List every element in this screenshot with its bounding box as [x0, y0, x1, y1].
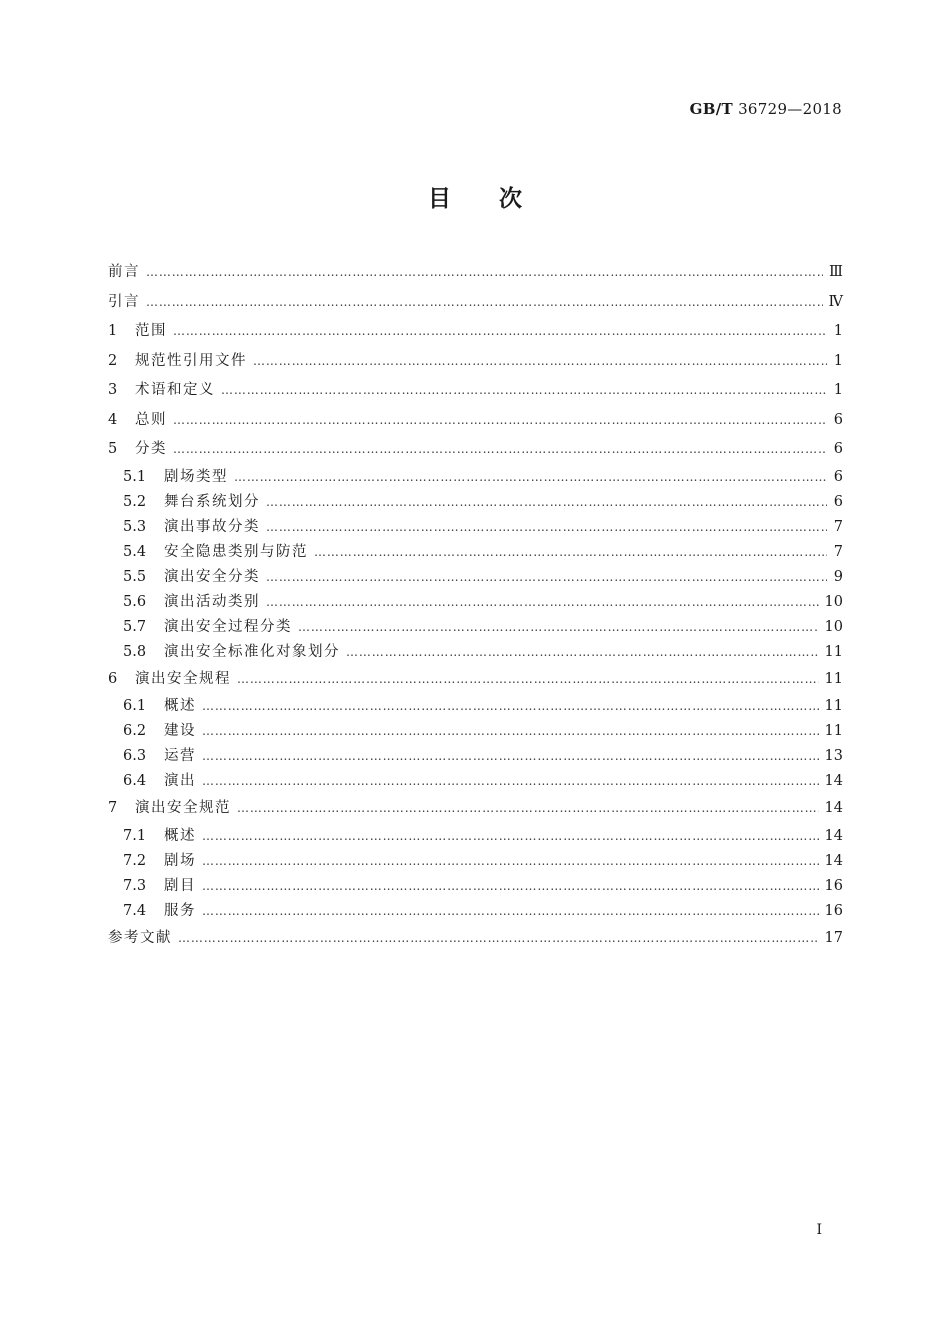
page-number: Ⅰ: [816, 1222, 822, 1238]
toc-entry-label: 参考文献: [108, 929, 172, 946]
toc-entry-number: 5.7: [123, 618, 147, 635]
toc-entry-label: 运营: [164, 748, 196, 764]
toc-entry-label: 剧场类型: [164, 468, 228, 485]
standard-code: GB/T: [689, 100, 734, 118]
toc-leader-dots: [234, 465, 827, 490]
toc-leader-dots: [266, 565, 827, 590]
toc-entry-page: 9: [833, 568, 843, 585]
toc-entry-label: 引言: [108, 293, 140, 310]
toc-entry-page: 14: [824, 852, 843, 869]
toc-entry[interactable]: [108, 615, 843, 640]
toc-entry-label: 演出活动类别: [164, 593, 260, 610]
toc-entry-label: 规范性引用文件: [135, 352, 247, 369]
toc-leader-dots: [202, 744, 819, 769]
toc-entry[interactable]: [108, 590, 843, 615]
toc-entry[interactable]: [108, 744, 843, 769]
toc-leader-dots: [237, 794, 819, 824]
toc-entry-page: 17: [824, 929, 843, 946]
toc-entry-number: 6: [108, 670, 118, 687]
toc-entry-number: 6.2: [123, 723, 147, 739]
toc-leader-dots: [146, 258, 823, 288]
toc-entry-page: 11: [824, 670, 843, 687]
toc-entry[interactable]: [108, 640, 843, 665]
toc-leader-dots: [202, 694, 819, 719]
toc-entry-label: 总则: [135, 411, 167, 428]
toc-entry-page: 10: [824, 618, 843, 635]
toc-entry[interactable]: [108, 258, 843, 288]
toc-leader-dots: [178, 924, 819, 954]
toc-leader-dots: [266, 490, 827, 515]
toc-entry-number: 5.1: [123, 468, 147, 485]
toc-entry[interactable]: [108, 924, 843, 954]
toc-entry[interactable]: [108, 899, 843, 924]
toc-entry-page: 1: [833, 352, 843, 369]
toc-entry[interactable]: [108, 849, 843, 874]
toc-leader-dots: [202, 769, 819, 794]
toc-entry-number: 5.5: [123, 568, 147, 585]
table-of-contents: [108, 258, 843, 953]
toc-entry-label: 服务: [164, 902, 196, 919]
toc-entry-label: 安全隐患类别与防范: [164, 543, 308, 560]
toc-entry-page: 14: [824, 773, 843, 789]
toc-leader-dots: [266, 590, 819, 615]
toc-entry[interactable]: [108, 565, 843, 590]
toc-entry-number: 7.4: [123, 902, 147, 919]
toc-leader-dots: [202, 899, 819, 924]
toc-entry-page: 11: [824, 723, 843, 739]
toc-entry[interactable]: [108, 515, 843, 540]
toc-entry-number: 6.4: [123, 773, 147, 789]
toc-leader-dots: [346, 640, 819, 665]
page-title: [0, 180, 950, 213]
toc-entry-number: 5.3: [123, 518, 147, 535]
toc-entry-label: 剧场: [164, 852, 196, 869]
toc-leader-dots: [221, 376, 827, 406]
toc-entry-number: 7: [108, 800, 118, 816]
toc-entry-number: 3: [108, 382, 118, 398]
toc-entry-page: Ⅳ: [828, 293, 843, 310]
toc-leader-dots: [173, 435, 827, 465]
toc-entry-page: 16: [824, 902, 843, 919]
toc-entry-page: 7: [833, 518, 843, 535]
toc-entry-page: 6: [833, 493, 843, 510]
toc-entry-label: 演出安全规范: [135, 800, 231, 816]
toc-entry[interactable]: [108, 824, 843, 849]
toc-entry-page: 6: [833, 441, 843, 457]
toc-entry-page: 16: [824, 877, 843, 894]
toc-leader-dots: [202, 824, 819, 849]
toc-entry[interactable]: [108, 769, 843, 794]
toc-entry-label: 舞台系统划分: [164, 493, 260, 510]
toc-entry[interactable]: [108, 874, 843, 899]
toc-entry-label: 演出安全规程: [135, 670, 231, 687]
toc-entry-page: Ⅲ: [829, 264, 843, 280]
toc-entry-number: 2: [108, 352, 118, 369]
toc-entry-number: 6.3: [123, 748, 147, 764]
toc-leader-dots: [202, 874, 819, 899]
toc-entry-label: 范围: [135, 323, 167, 339]
toc-leader-dots: [202, 849, 819, 874]
toc-entry-label: 演出: [164, 773, 196, 789]
toc-entry-page: 14: [824, 827, 843, 844]
toc-entry-page: 6: [833, 411, 843, 428]
toc-entry-number: 1: [108, 323, 118, 339]
toc-entry-label: 术语和定义: [135, 382, 215, 398]
toc-leader-dots: [202, 719, 819, 744]
toc-entry[interactable]: [108, 406, 843, 436]
toc-entry[interactable]: [108, 435, 843, 465]
toc-entry[interactable]: [108, 540, 843, 565]
toc-entry-page: 13: [824, 748, 843, 764]
toc-entry-page: 6: [833, 468, 843, 485]
toc-entry-label: 演出安全分类: [164, 568, 260, 585]
toc-entry-page: 10: [824, 593, 843, 610]
toc-entry-page: 11: [824, 698, 843, 714]
toc-entry-label: 剧目: [164, 877, 196, 894]
toc-entry[interactable]: [108, 694, 843, 719]
toc-entry-page: 1: [833, 323, 843, 339]
toc-entry-label: 概述: [164, 698, 196, 714]
title-char-1: 目: [428, 185, 451, 212]
toc-entry[interactable]: [108, 465, 843, 490]
toc-entry[interactable]: [108, 665, 843, 695]
toc-entry[interactable]: [108, 490, 843, 515]
toc-entry-label: 前言: [108, 264, 140, 280]
toc-entry-number: 5.2: [123, 493, 147, 510]
document-header: [690, 100, 842, 118]
toc-entry-label: 概述: [164, 827, 196, 844]
toc-leader-dots: [146, 288, 823, 318]
toc-entry-number: 7.3: [123, 877, 147, 894]
toc-entry[interactable]: [108, 347, 843, 377]
toc-entry-page: 1: [833, 382, 843, 398]
title-char-2: 次: [499, 185, 522, 212]
toc-entry-number: 6.1: [123, 698, 147, 714]
toc-entry-label: 建设: [164, 723, 196, 739]
standard-number: 36729—2018: [738, 100, 842, 118]
toc-leader-dots: [173, 317, 827, 347]
toc-entry[interactable]: [108, 719, 843, 744]
toc-entry-number: 5.4: [123, 543, 147, 560]
toc-entry-number: 7.1: [123, 827, 147, 844]
toc-entry-number: 5: [108, 441, 118, 457]
toc-entry-label: 演出事故分类: [164, 518, 260, 535]
toc-entry-number: 5.8: [123, 643, 147, 660]
toc-entry-page: 11: [824, 643, 843, 660]
toc-entry[interactable]: [108, 376, 843, 406]
toc-leader-dots: [237, 665, 819, 695]
toc-entry-number: 5.6: [123, 593, 147, 610]
toc-entry-number: 4: [108, 411, 118, 428]
toc-entry[interactable]: [108, 288, 843, 318]
toc-leader-dots: [253, 347, 827, 377]
toc-leader-dots: [266, 515, 827, 540]
toc-entry[interactable]: [108, 317, 843, 347]
toc-entry-page: 7: [833, 543, 843, 560]
toc-entry-label: 演出安全过程分类: [164, 618, 292, 635]
toc-entry[interactable]: [108, 794, 843, 824]
toc-entry-label: 演出安全标准化对象划分: [164, 643, 340, 660]
toc-entry-page: 14: [824, 800, 843, 816]
toc-entry-label: 分类: [135, 441, 167, 457]
toc-leader-dots: [314, 540, 827, 565]
toc-leader-dots: [173, 406, 827, 436]
toc-entry-number: 7.2: [123, 852, 147, 869]
toc-leader-dots: [298, 615, 819, 640]
